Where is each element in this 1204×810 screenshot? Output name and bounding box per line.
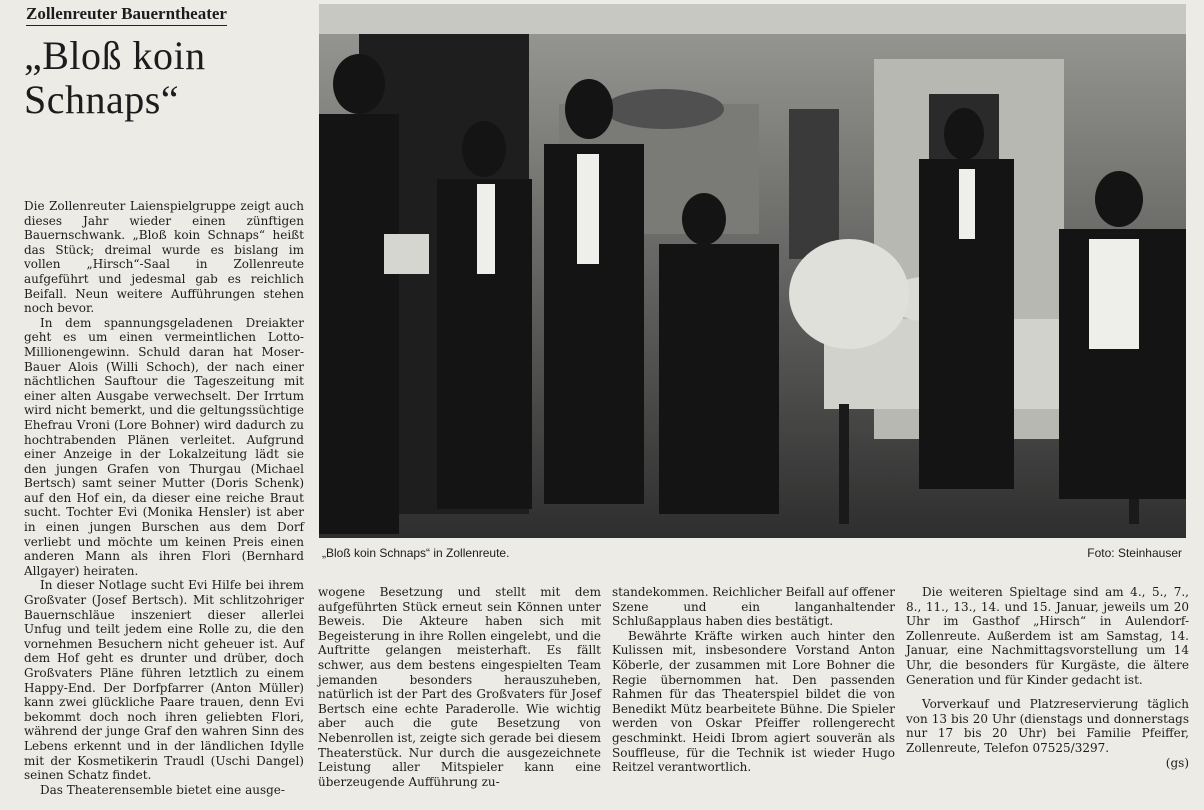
article-paragraph: Das Theaterensemble bietet eine ausge- [40,782,285,797]
article-headline: „Bloß koin Schnaps“ [24,33,206,122]
article-paragraph: Die Zollenreuter Laienspielgruppe zeigt auch dieses Jahr wieder einen zünftigen Bauernschwank. „Bloß koin Schnaps“ heißt das Stück; dreimal wurde es bislang im vollen „Hirsch“-Saal in Zollenreute aufgeführt und jedesmal gab es reichlich Beifall. Neun weitere Aufführungen stehen noch bevor. [24,199,304,316]
stage-photo [319,4,1186,538]
article-column-3 [612,585,895,775]
article-column-1 [24,199,304,797]
article-column-4 [906,585,1189,770]
article-paragraph: wogene Besetzung und stellt mit dem aufgeführten Stück erneut sein Können unter Beweis. Die Akteure haben sich mit Begeisterung in ihre Rollen eingelebt, und die Auftritte gelangen meisterhaft. Es fällt schwer, aus dem bestens eingespielten Team jemanden besonders herauszuheben, natürlich ist der Part des Großvaters für Josef Bertsch eine echte Paraderolle. Wie wichtig aber auch die gute Besetzung von Nebenrollen ist, zeigte sich gerade bei diesem Theaterstück. Nur durch die ausgezeichnete Leistung aller Mitspieler kann eine überzeugende Aufführung zu- [318,585,601,789]
article-paragraph: In dieser Notlage sucht Evi Hilfe bei ihrem Großvater (Josef Bertsch). Mit schlitzohriger Bauernschläue inszeniert dieser allerlei Unfug und teilt jedem eine Rolle zu, die den vornehmen Besuchern nicht geheuer ist. Auf dem Hof geht es drunter und drüber, doch Großvaters Pläne führen letztlich zu einem Happy-End. Der Dorfpfarrer (Anton Müller) kann zwei glückliche Paare trauen, denn Evi bekommt doch noch ihren geliebten Flori, während der junge Graf den wahren Sinn des Lebens erkennt und in der ländlichen Idylle mit der Kosmetikerin Traudl (Uschi Dangel) seinen Schatz findet. [24,578,304,783]
article-paragraph: Vorverkauf und Platzreservierung täglich von 13 bis 20 Uhr (dienstags und donnerstags nur 17 bis 20 Uhr) bei Familie Pfeiffer, Zollenreute, Telefon 07525/3297. [906,697,1189,755]
article-column-2 [318,585,601,789]
article-paragraph: standekommen. Reichlicher Beifall auf offener Szene und ein langanhaltender Schlußapplaus haben dies bestätigt. [612,585,895,629]
article-paragraph: In dem spannungsgeladenen Dreiakter geht es um einen vermeintlichen Lotto-Millionengewinn. Schuld daran hat Moser-Bauer Alois (Willi Schoch), der nach einer nächtlichen Sauftour die Tageszeitung mit einer alten Ausgabe verwechselt. Der Irrtum wird nicht bemerkt, und die geltungssüchtige Ehefrau Vroni (Lore Bohner) wird dadurch zu hochtrabenden Plänen verleitet. Aufgrund einer Anzeige in der Lokalzeitung lädt sie den jungen Grafen von Thurgau (Michael Bertsch) samt seiner Mutter (Doris Schenk) auf den Hof ein, da dieser eine reiche Braut sucht. Tochter Evi (Monika Hensler) ist aber in einen jungen Burschen aus dem Dorf verliebt und möchte um keinen Preis einen anderen Mann als ihren Flori (Bernhard Allgayer) heiraten. [24,315,304,578]
article-paragraph: Die weiteren Spieltage sind am 4., 5., 7., 8., 11., 13., 14. und 15. Januar, jeweils um 20 Uhr im Gasthof „Hirsch“ in Aulendorf-Zollenreute. Außerdem ist am Samstag, 14. Januar, eine Nachmittagsvorstellung um 14 Uhr, die besonders für Kurgäste, die ältere Generation und für Kinder gedacht ist. [906,585,1189,687]
article-paragraph: Bewährte Kräfte wirken auch hinter den Kulissen mit, insbesondere Vorstand Anton Köberle, der zusammen mit Lore Bohner die Regie übernommen hat. Den passenden Rahmen für das Theaterspiel bildet die von Benedikt Mütz bearbeitete Bühne. Die Spieler werden von Oskar Pfeiffer rollengerecht geschminkt. Heidi Ibrom agiert souverän als Souffleuse, für die Technik ist wieder Hugo Reitzel verantwortlich. [612,628,895,775]
article-kicker: Zollenreuter Bauerntheater [26,4,227,26]
author-signature: (gs) [1165,755,1189,770]
photo-credit: Foto: Steinhauser [1087,546,1182,560]
photo-caption: „Bloß koin Schnaps“ in Zollenreute. [322,546,510,560]
stage-photo-image [319,4,1186,538]
